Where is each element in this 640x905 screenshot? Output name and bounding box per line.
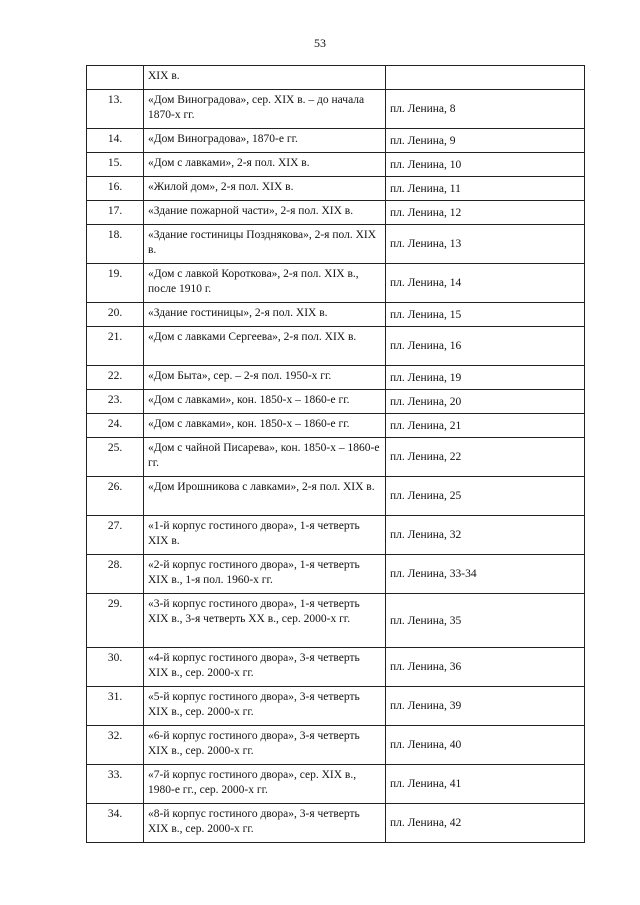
table-row (87, 555, 585, 594)
object-name-cell: «3-й корпус гостиного двора», 1-я четверть XIX в., 3-я четверть XX в., сер. 2000-х гг. (144, 594, 386, 648)
table-row (87, 327, 585, 366)
heritage-objects-table (86, 65, 585, 843)
address-cell: пл. Ленина, 10 (386, 153, 585, 177)
object-name-cell: «Здание пожарной части», 2-я пол. XIX в. (144, 201, 386, 225)
row-number-cell: 27. (87, 516, 144, 555)
address-cell: пл. Ленина, 39 (386, 687, 585, 726)
address-cell: пл. Ленина, 14 (386, 264, 585, 303)
table-body (87, 66, 585, 843)
object-name-cell: «Здание гостиницы», 2-я пол. XIX в. (144, 303, 386, 327)
table-row (87, 390, 585, 414)
row-number-cell: 28. (87, 555, 144, 594)
table-row (87, 303, 585, 327)
page-number: 53 (314, 36, 326, 50)
table-row (87, 225, 585, 264)
row-number-cell: 25. (87, 438, 144, 477)
object-name-cell: «1-й корпус гостиного двора», 1-я четверть XIX в. (144, 516, 386, 555)
address-cell: пл. Ленина, 9 (386, 129, 585, 153)
object-name-cell: «Жилой дом», 2-я пол. XIX в. (144, 177, 386, 201)
table-row (87, 687, 585, 726)
row-number-cell: 15. (87, 153, 144, 177)
object-name-cell: «Дом Виноградова», 1870-е гг. (144, 129, 386, 153)
address-cell: пл. Ленина, 41 (386, 765, 585, 804)
row-number-cell: 21. (87, 327, 144, 366)
address-cell: пл. Ленина, 22 (386, 438, 585, 477)
row-number-cell: 20. (87, 303, 144, 327)
row-number-cell: 34. (87, 804, 144, 843)
row-number-cell: 13. (87, 90, 144, 129)
address-cell: пл. Ленина, 35 (386, 594, 585, 648)
table-row (87, 177, 585, 201)
row-number-cell: 19. (87, 264, 144, 303)
row-number-cell: 33. (87, 765, 144, 804)
address-cell: пл. Ленина, 12 (386, 201, 585, 225)
table-row (87, 90, 585, 129)
address-cell (386, 66, 585, 90)
table-row (87, 516, 585, 555)
object-name-cell: «8-й корпус гостиного двора», 3-я четверть XIX в., сер. 2000-х гг. (144, 804, 386, 843)
table-row (87, 366, 585, 390)
address-cell: пл. Ленина, 33-34 (386, 555, 585, 594)
table-row (87, 726, 585, 765)
object-name-cell: «Дом с лавками Сергеева», 2-я пол. XIX в. (144, 327, 386, 366)
row-number-cell: 18. (87, 225, 144, 264)
address-cell: пл. Ленина, 20 (386, 390, 585, 414)
table-row (87, 153, 585, 177)
object-name-cell: «Дом Ирошникова с лавками», 2-я пол. XIX в. (144, 477, 386, 516)
table-row (87, 438, 585, 477)
object-name-cell: «Дом с чайной Писарева», кон. 1850-х – 1860-е гг. (144, 438, 386, 477)
address-cell: пл. Ленина, 11 (386, 177, 585, 201)
address-cell: пл. Ленина, 13 (386, 225, 585, 264)
address-cell: пл. Ленина, 16 (386, 327, 585, 366)
row-number-cell: 23. (87, 390, 144, 414)
address-cell: пл. Ленина, 19 (386, 366, 585, 390)
row-number-cell (87, 66, 144, 90)
row-number-cell: 14. (87, 129, 144, 153)
object-name-cell: «Дом с лавками», 2-я пол. XIX в. (144, 153, 386, 177)
object-name-cell: «6-й корпус гостиного двора», 3-я четверть XIX в., сер. 2000-х гг. (144, 726, 386, 765)
row-number-cell: 31. (87, 687, 144, 726)
row-number-cell: 24. (87, 414, 144, 438)
row-number-cell: 26. (87, 477, 144, 516)
table-row (87, 648, 585, 687)
table-row (87, 66, 585, 90)
address-cell: пл. Ленина, 36 (386, 648, 585, 687)
object-name-cell: «5-й корпус гостиного двора», 3-я четверть XIX в., сер. 2000-х гг. (144, 687, 386, 726)
object-name-cell: «Дом с лавками», кон. 1850-х – 1860-е гг. (144, 414, 386, 438)
row-number-cell: 17. (87, 201, 144, 225)
object-name-cell: «Дом с лавкой Короткова», 2-я пол. XIX в., после 1910 г. (144, 264, 386, 303)
address-cell: пл. Ленина, 21 (386, 414, 585, 438)
row-number-cell: 29. (87, 594, 144, 648)
address-cell: пл. Ленина, 15 (386, 303, 585, 327)
table-row (87, 804, 585, 843)
row-number-cell: 30. (87, 648, 144, 687)
row-number-cell: 22. (87, 366, 144, 390)
object-name-cell: «2-й корпус гостиного двора», 1-я четверть XIX в., 1-я пол. 1960-х гг. (144, 555, 386, 594)
object-name-cell: «Дом Виноградова», сер. XIX в. – до начала 1870-х гг. (144, 90, 386, 129)
table-row (87, 594, 585, 648)
object-name-cell: XIX в. (144, 66, 386, 90)
address-cell: пл. Ленина, 32 (386, 516, 585, 555)
address-cell: пл. Ленина, 42 (386, 804, 585, 843)
object-name-cell: «7-й корпус гостиного двора», сер. XIX в., 1980-е гг., сер. 2000-х гг. (144, 765, 386, 804)
table-row (87, 414, 585, 438)
address-cell: пл. Ленина, 40 (386, 726, 585, 765)
table-row (87, 201, 585, 225)
table-row (87, 129, 585, 153)
table-row (87, 765, 585, 804)
address-cell: пл. Ленина, 8 (386, 90, 585, 129)
object-name-cell: «Дом с лавками», кон. 1850-х – 1860-е гг. (144, 390, 386, 414)
object-name-cell: «Здание гостиницы Позднякова», 2-я пол. XIX в. (144, 225, 386, 264)
row-number-cell: 16. (87, 177, 144, 201)
row-number-cell: 32. (87, 726, 144, 765)
table-row (87, 264, 585, 303)
table-row (87, 477, 585, 516)
object-name-cell: «Дом Быта», сер. – 2-я пол. 1950-х гг. (144, 366, 386, 390)
object-name-cell: «4-й корпус гостиного двора», 3-я четверть XIX в., сер. 2000-х гг. (144, 648, 386, 687)
address-cell: пл. Ленина, 25 (386, 477, 585, 516)
